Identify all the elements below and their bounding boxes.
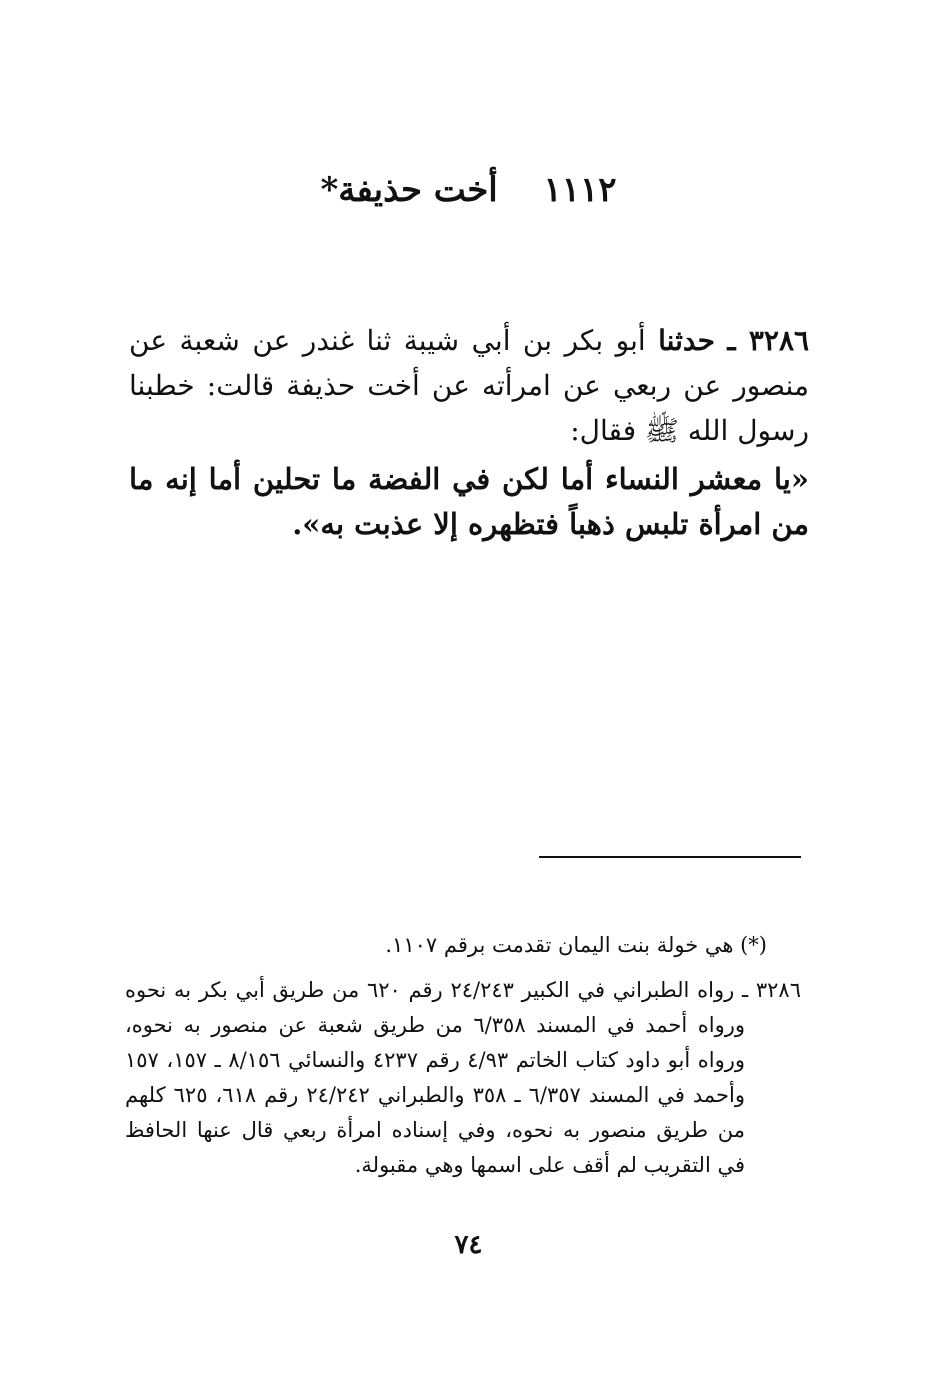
- hadith-matn: «يا معشر النساء أما لكن في الفضة ما تحلين أما إنه ما من امرأة تلبس ذهباً فتظهره إلا عذبت به».: [129, 462, 809, 541]
- footnotes: [125, 928, 801, 1183]
- chapter-number: ١١١٢: [543, 170, 617, 210]
- chapter-title: أخت حذيفة*: [320, 170, 498, 210]
- hadith-text: [129, 318, 809, 547]
- footnote-star: (*) هي خولة بنت اليمان تقدمت برقم ١١٠٧.: [385, 933, 767, 957]
- footnote-separator: [539, 856, 801, 858]
- chapter-heading: [0, 168, 937, 212]
- footnote-takhrij: ٣٢٨٦ ـ رواه الطبراني في الكبير ٢٤/٢٤٣ رقم ٦٢٠ من طريق أبي بكر به نحوه ورواه أحمد في المسند ٦/٣٥٨ من طريق شعبة عن منصور به نحوه، ورواه أبو داود كتاب الخاتم ٤/٩٣ رقم ٤٢٣٧ والنسائي ٨/١٥٦ ـ ١٥٧، ١٥٧ وأحمد في المسند ٦/٣٥٧ ـ ٣٥٨ والطبراني ٢٤/٢٤٢ رقم ٦١٨، ٦٢٥ كلهم من طريق منصور به نحوه، وفي إسناده امرأة ربعي قال عنها الحافظ في التقريب لم أقف على اسمها وهي مقبولة.: [125, 978, 801, 1177]
- hadith-number: ٣٢٨٦ ـ: [727, 324, 810, 357]
- hadith-isnad-paragraph: [129, 318, 809, 453]
- page-number: ٧٤: [454, 1230, 483, 1260]
- hadith-isnad-lead: حدثنا: [658, 324, 715, 357]
- hadith-isnad: أبو بكر بن أبي شيبة ثنا غندر عن شعبة عن منصور عن ربعي عن امرأته عن أخت حذيفة قالت: خطبنا رسول الله ﷺ فقال:: [129, 324, 809, 447]
